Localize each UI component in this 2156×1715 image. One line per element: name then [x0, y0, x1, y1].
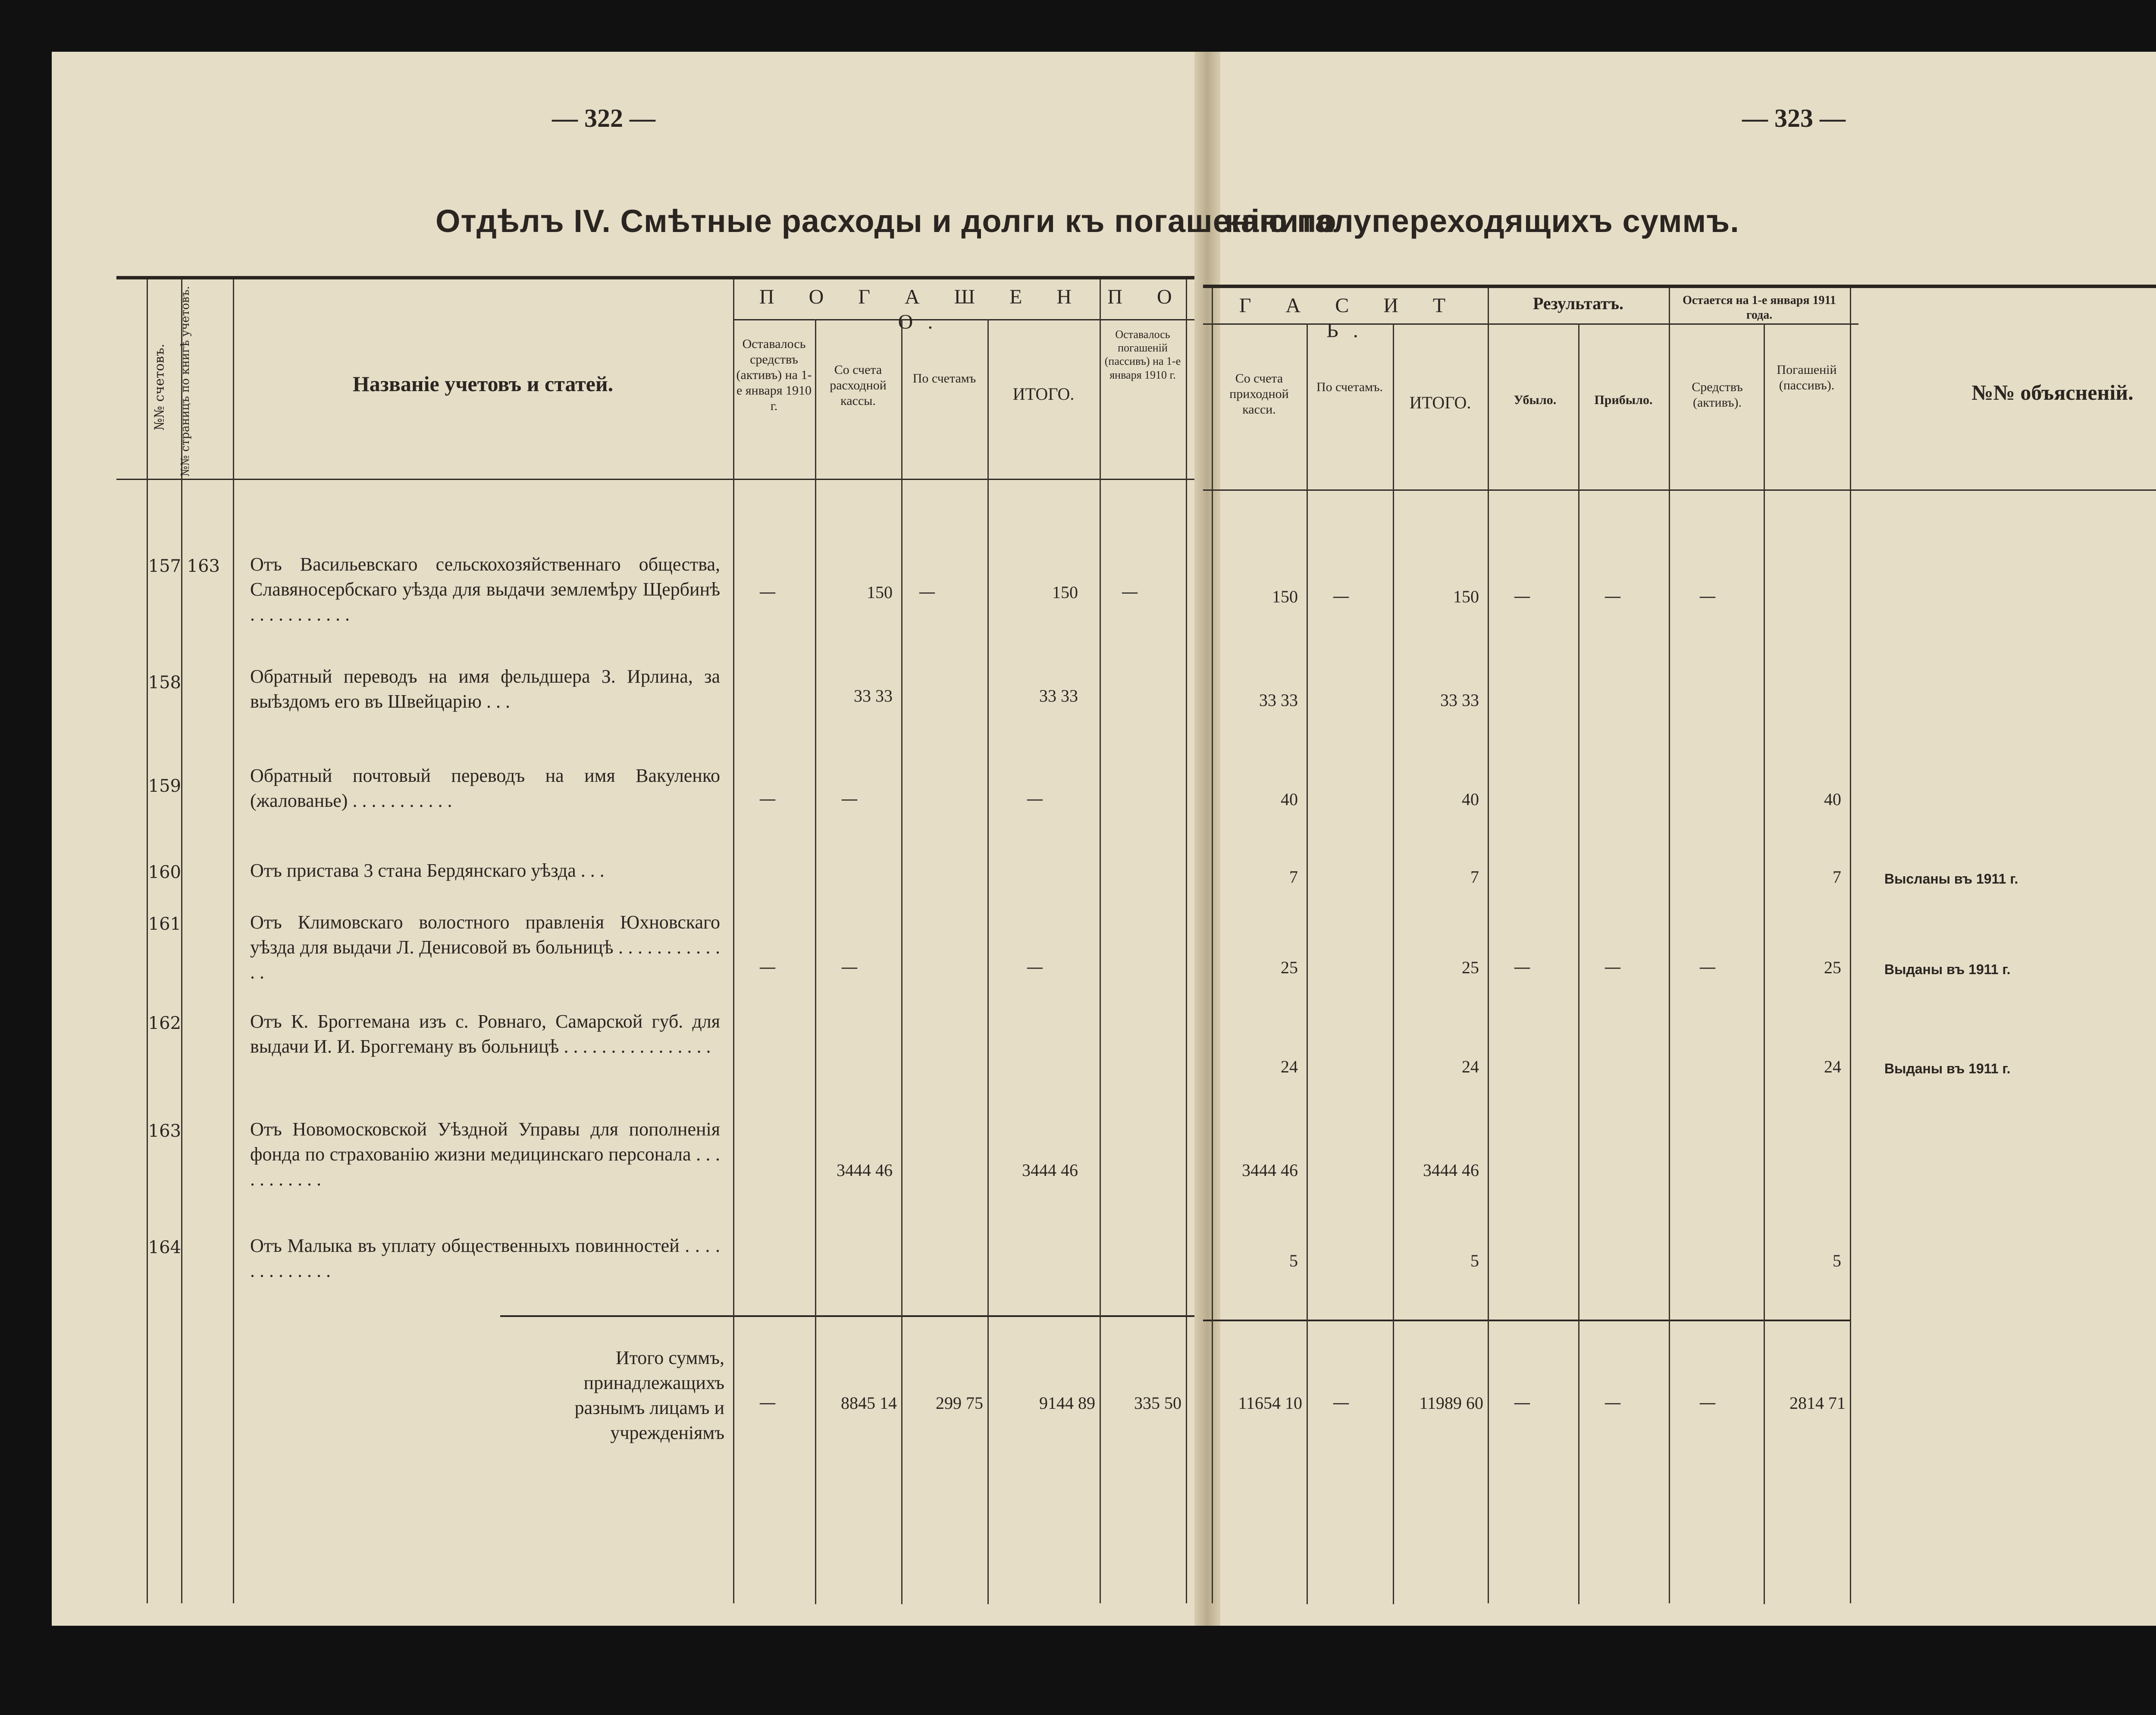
header-from-income: Со счета приходной касси.	[1229, 371, 1289, 417]
empty-cell-dash: —	[841, 957, 858, 977]
page-number-left: — 322 —	[552, 104, 655, 132]
page-number-right: — 323 —	[1742, 104, 1846, 132]
empty-cell-dash: —	[1514, 586, 1531, 606]
header-remaining-liab: Оставалось погашеній (пассивъ) на 1-е января 1910 г.	[1104, 328, 1181, 381]
column-divider	[1307, 323, 1308, 1604]
row-liabilities: 25	[1824, 958, 1841, 977]
row-description: Отъ Климовскаго волостного правленія Юхновскаго уѣзда для выдачи Л. Денисовой въ больницѣ . . . . . . . . . . . . .	[250, 912, 720, 983]
row-from-income: 33 33	[1259, 690, 1298, 710]
header-bottom-rule-right	[1203, 489, 2156, 491]
row-liabilities: 5	[1833, 1251, 1841, 1270]
row-total: 3444 46	[1022, 1160, 1078, 1180]
row-total: 33 33	[1039, 686, 1078, 705]
row-no: 162	[148, 1013, 181, 1033]
totals-liabilities: 2814 71	[1789, 1393, 1846, 1413]
row-total-right: 40	[1462, 790, 1479, 809]
empty-cell-dash: —	[1121, 582, 1138, 602]
row-description: Отъ Новомосковской Уѣздной Управы для пополненія фонда по страхованію жизни медицинскаго персонала . . . . . . . . . . .	[250, 1119, 720, 1190]
column-divider	[1669, 288, 1670, 1603]
row-from-income: 25	[1281, 958, 1298, 977]
empty-cell-dash: —	[759, 789, 776, 809]
totals-from-income: 11654 10	[1238, 1393, 1302, 1413]
row-liabilities: 24	[1824, 1057, 1841, 1076]
row-total: 150	[1052, 583, 1078, 602]
row-description: Обратный почтовый переводъ на имя Вакуленко (жалованье) . . . . . . . . . . .	[250, 765, 720, 812]
row-from-expense: 33 33	[854, 686, 893, 705]
column-divider	[1850, 288, 1851, 1603]
section-title-right: капиталупереходящихъ суммъ.	[1225, 203, 1739, 239]
empty-cell-dash: —	[1699, 957, 1716, 977]
row-from-income: 150	[1272, 587, 1298, 606]
header-by-accounts-right: По счетамъ.	[1316, 380, 1383, 394]
empty-cell-dash: —	[1514, 1393, 1531, 1413]
row-description: Отъ пристава 3 стана Бердянскаго уѣзда . . .	[250, 860, 605, 881]
row-from-expense: 3444 46	[837, 1160, 893, 1180]
row-from-income: 3444 46	[1242, 1160, 1298, 1180]
empty-cell-dash: —	[1514, 957, 1531, 977]
header-bottom-rule-left	[116, 479, 1194, 480]
column-divider	[1488, 288, 1489, 1603]
header-group-paid: П О Г А Ш Е Н О.	[759, 285, 1087, 333]
totals-total: 9144 89	[1039, 1393, 1095, 1413]
empty-cell-dash: —	[759, 582, 776, 602]
table-top-rule-right	[1203, 285, 2156, 288]
column-divider	[733, 279, 734, 1603]
empty-cell-dash: —	[1026, 957, 1044, 977]
empty-cell-dash: —	[1026, 789, 1044, 809]
column-divider	[1578, 323, 1579, 1604]
row-description: Отъ Малыка въ уплату общественныхъ повинностей . . . . . . . . . . . . .	[250, 1235, 720, 1282]
header-group-result: Результатъ.	[1532, 294, 1624, 313]
column-divider	[1212, 288, 1213, 1603]
row-no: 160	[148, 862, 181, 882]
column-divider	[181, 279, 182, 1603]
row-note: Высланы въ 1911 г.	[1884, 871, 2018, 887]
empty-cell-dash: —	[1332, 1393, 1350, 1413]
header-group-to-pay-right: Г А С И Т Ь.	[1239, 294, 1460, 342]
row-no: 163	[148, 1121, 181, 1141]
empty-cell-dash: —	[1604, 957, 1621, 977]
row-from-expense: 150	[867, 583, 893, 602]
totals-from-expense: 8845 14	[841, 1393, 897, 1413]
row-no: 164	[148, 1238, 181, 1257]
header-remaining-assets: Оставалось средствъ (активъ) на 1-е января 1910 г.	[736, 337, 812, 413]
row-page: 163	[187, 556, 220, 576]
column-divider	[147, 279, 148, 1603]
row-total-right: 33 33	[1440, 690, 1479, 710]
totals-by-accounts: 299 75	[936, 1393, 983, 1413]
row-no: 159	[148, 776, 181, 796]
row-from-income: 40	[1281, 790, 1298, 809]
empty-cell-dash: —	[1699, 586, 1716, 606]
header-total-left: ИТОГО.	[1012, 384, 1075, 404]
row-no: 161	[148, 914, 181, 934]
row-description: Отъ Васильевскаго сельскохозяйственнаго общества, Славяносербскаго уѣзда для выдачи землемѣру Щербинѣ . . . . . . . . . . .	[250, 554, 720, 625]
row-total-right: 7	[1470, 867, 1479, 887]
totals-label: Итого суммъ, принадлежащихъ разнымъ лицамъ и учрежденіямъ	[574, 1347, 724, 1444]
empty-cell-dash: —	[1604, 1393, 1621, 1413]
totals-total-right: 11989 60	[1419, 1393, 1483, 1413]
column-divider	[815, 319, 816, 1604]
row-note: Выданы въ 1911 г.	[1884, 1061, 2011, 1076]
header-from-expense: Со счета расходной кассы.	[830, 363, 887, 408]
header-gain: Прибыло.	[1594, 393, 1653, 407]
header-total-right: ИТОГО.	[1409, 393, 1471, 412]
row-from-income: 5	[1289, 1251, 1298, 1270]
empty-cell-dash: —	[759, 957, 776, 977]
table-top-rule-left	[116, 276, 1194, 279]
row-from-income: 7	[1289, 867, 1298, 887]
empty-cell-dash: —	[918, 582, 936, 602]
empty-cell-dash: —	[759, 1393, 776, 1413]
empty-cell-dash: —	[1699, 1393, 1716, 1413]
totals-remaining-liab: 335 50	[1134, 1393, 1181, 1413]
row-description: Обратный переводъ на имя фельдшера З. Ирлина, за выѣздомъ его въ Швейцарію . . .	[250, 666, 720, 712]
totals-rule-left	[500, 1315, 1194, 1317]
header-notes: №№ объясненій.	[1971, 380, 2134, 404]
header-account-no: №№ счетовъ.	[152, 344, 167, 430]
header-group-remaining: Остается на 1-е января 1911 года.	[1683, 294, 1836, 322]
header-page-no: №№ страницъ по книгѣ учетовъ.	[179, 286, 192, 477]
row-total-right: 3444 46	[1423, 1160, 1479, 1180]
column-divider	[233, 279, 234, 1603]
row-total-right: 24	[1462, 1057, 1479, 1076]
column-divider	[901, 319, 903, 1604]
header-group-to-pay-left: П О	[1107, 285, 1187, 308]
column-divider	[1393, 323, 1394, 1604]
row-from-income: 24	[1281, 1057, 1298, 1076]
row-description: Отъ К. Броггемана изъ с. Ровнаго, Самарской губ. для выдачи И. И. Броггеману въ больницѣ . . . . . . . . . . . . . . . .	[250, 1011, 720, 1057]
empty-cell-dash: —	[1332, 586, 1350, 606]
row-no: 158	[148, 673, 181, 693]
header-name: Названіе учетовъ и статей.	[352, 372, 614, 396]
column-divider	[987, 319, 989, 1604]
row-total-right: 150	[1453, 587, 1479, 606]
row-total-right: 5	[1470, 1251, 1479, 1270]
header-by-accounts-left: По счетамъ	[912, 371, 976, 386]
empty-cell-dash: —	[841, 789, 858, 809]
header-loss: Убыло.	[1514, 393, 1557, 407]
row-liabilities: 7	[1833, 867, 1841, 887]
empty-cell-dash: —	[1604, 586, 1621, 606]
totals-rule-right	[1203, 1320, 1850, 1321]
header-assets: Средствъ (активъ).	[1692, 380, 1743, 410]
header-liabilities: Погашеній (пассивъ).	[1777, 363, 1837, 392]
column-divider	[1764, 323, 1765, 1604]
column-divider	[1100, 279, 1101, 1603]
row-no: 157	[148, 556, 181, 576]
row-total-right: 25	[1462, 958, 1479, 977]
row-liabilities: 40	[1824, 790, 1841, 809]
section-title-left: Отдѣлъ IV. Смѣтные расходы и долги къ погашенію по	[436, 203, 1337, 239]
row-note: Выданы въ 1911 г.	[1884, 962, 2011, 977]
column-divider	[1186, 279, 1187, 1603]
